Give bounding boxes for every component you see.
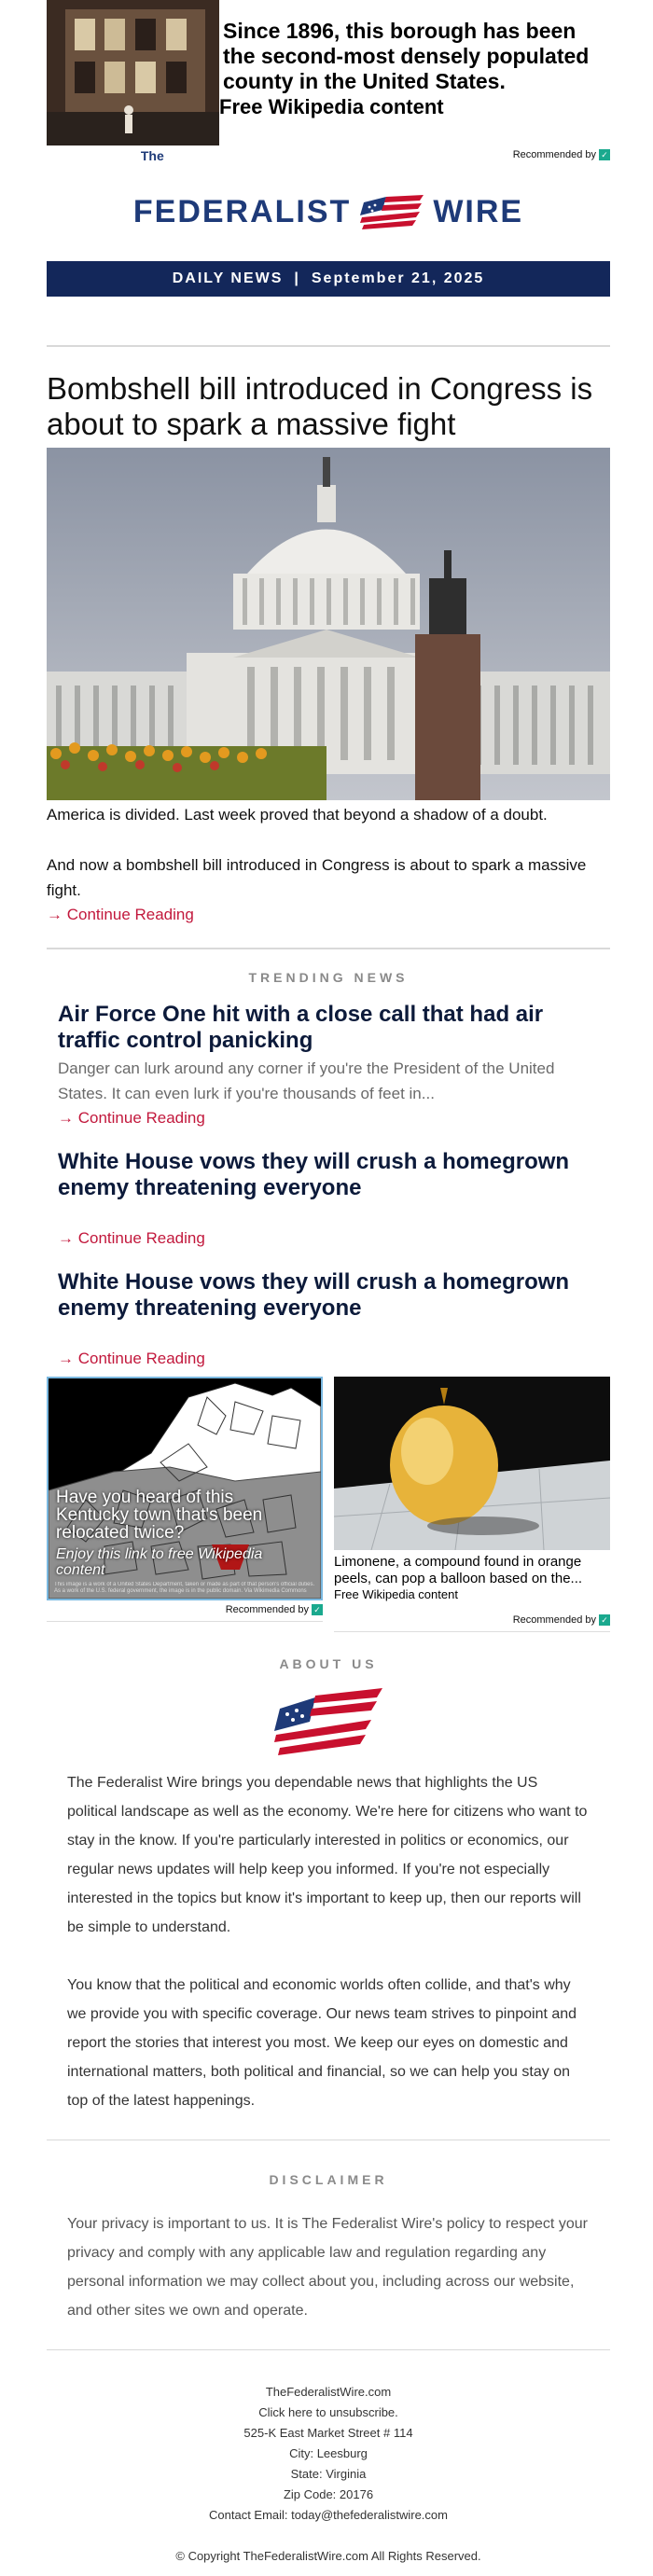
trending-continue-link[interactable]: → Continue Reading bbox=[58, 1229, 205, 1247]
unsubscribe-link[interactable]: Click here to unsubscribe. bbox=[258, 2405, 398, 2419]
recommended-by[interactable]: Recommended by ✓ bbox=[47, 1604, 323, 1619]
main-story-para-2: And now a bombshell bill introduced in Congress is about to spark a massive fight. bbox=[47, 856, 587, 899]
main-story-title[interactable]: Bombshell bill introduced in Congress is about to spark a massive fight bbox=[47, 371, 593, 441]
footer-site[interactable]: TheFederalistWire.com bbox=[265, 2385, 392, 2399]
logo-the: The bbox=[140, 148, 164, 163]
logo-word-wire: WIRE bbox=[433, 193, 524, 229]
disclaimer-text: Your privacy is important to us. It is The Federalist Wire's policy to respect your privacy and comply with any applicable law and regulation regarding any personal information we may collect about you, including across our website, and other sites we own and operate. bbox=[67, 2216, 588, 2319]
ad-overlay-fine-print: This image is a work of a United States Department, taken or made as part of that person's official duties. As a work of the U.S. federal government, the image is in the public domain. Via Wikimedia Commons bbox=[54, 1582, 315, 1594]
trending-continue-link[interactable]: → Continue Reading bbox=[58, 1109, 205, 1127]
daily-news-label: DAILY NEWS bbox=[172, 270, 284, 286]
trending-item-snippet bbox=[58, 1201, 599, 1226]
trending-item-snippet: Danger can lurk around any corner if you're the President of the United States. It can even lurk if you're thousands of feet in... bbox=[58, 1059, 555, 1102]
footer-city: City: Leesburg bbox=[289, 2446, 368, 2460]
trending-item bbox=[47, 1149, 610, 1251]
trending-item-title[interactable]: White House vows they will crush a homegrown enemy threatening everyone bbox=[58, 1149, 570, 1200]
top-ad[interactable] bbox=[47, 0, 610, 145]
kentucky-map-image[interactable] bbox=[47, 1377, 323, 1600]
balloon-image[interactable] bbox=[334, 1377, 610, 1550]
sponsored-ad-limonene[interactable] bbox=[334, 1377, 610, 1632]
trending-item-title[interactable]: Air Force One hit with a close call that had air traffic control panicking bbox=[58, 1002, 544, 1053]
top-ad-subline[interactable]: Free Wikipedia content bbox=[219, 95, 444, 118]
footer-email[interactable]: Contact Email: today@thefederalistwire.com bbox=[209, 2508, 448, 2522]
trending-item-title[interactable]: White House vows they will crush a homegrown enemy threatening everyone bbox=[58, 1269, 570, 1321]
logo-word-federalist: FEDERALIST bbox=[132, 193, 352, 229]
about-label: ABOUT US bbox=[279, 1656, 378, 1671]
recommender-logo-icon: ✓ bbox=[599, 149, 610, 160]
footer-state: State: Virginia bbox=[290, 2467, 367, 2481]
date-separator: | bbox=[294, 270, 300, 286]
ad-overlay-title: Have you heard of this Kentucky town that's been relocated twice? bbox=[56, 1488, 263, 1543]
sponsored-ads-row bbox=[47, 1377, 610, 1632]
trending-item bbox=[47, 1002, 610, 1130]
email-container bbox=[47, 0, 610, 2567]
trending-item bbox=[47, 1269, 610, 1371]
top-ad-headline[interactable]: Since 1896, this borough has been the second-most densely populated county in the United States. bbox=[223, 19, 590, 93]
main-story-image[interactable] bbox=[47, 448, 610, 800]
recommender-logo-icon: ✓ bbox=[599, 1614, 610, 1626]
trending-continue-link[interactable]: → Continue Reading bbox=[58, 1350, 205, 1367]
sponsored-ad-kentucky[interactable] bbox=[47, 1377, 323, 1632]
flag-logo-icon bbox=[47, 1684, 610, 1759]
footer-copyright: © Copyright TheFederalistWire.com All Rights Reserved. bbox=[175, 2549, 481, 2563]
main-story-continue-link[interactable]: → Continue Reading bbox=[47, 906, 194, 923]
about-para-1: The Federalist Wire brings you dependable news that highlights the US political landscape as well as the economy. We're here for citizens who want to stay in the know. If you're particularly interested in politics or economics, our regular news updates will help keep you informed. If you're not especially interested in the topics but know it's important to keep up, then our reports will be simple to understand. bbox=[67, 1775, 588, 1935]
flag-logo-icon bbox=[358, 193, 425, 230]
recommended-by[interactable]: Recommended by ✓ bbox=[47, 149, 610, 164]
top-ad-image[interactable] bbox=[47, 0, 219, 145]
footer bbox=[47, 2382, 610, 2567]
ad-caption[interactable]: Limonene, a compound found in orange peels, can pop a balloon based on the... bbox=[334, 1554, 583, 1586]
divider bbox=[47, 2349, 610, 2350]
divider bbox=[47, 345, 610, 347]
footer-zip: Zip Code: 20176 bbox=[283, 2487, 374, 2501]
disclaimer-label: DISCLAIMER bbox=[269, 2172, 388, 2187]
ad-caption-sub: Free Wikipedia content bbox=[334, 1587, 458, 1601]
date-bar bbox=[47, 261, 610, 297]
ad-overlay-sub: Enjoy this link to free Wikipedia content bbox=[56, 1546, 263, 1578]
trending-item-snippet bbox=[58, 1322, 599, 1347]
footer-address: 525-K East Market Street # 114 bbox=[243, 2426, 413, 2440]
main-story-para-1: America is divided. Last week proved that beyond a shadow of a doubt. bbox=[47, 806, 548, 824]
issue-date: September 21, 2025 bbox=[311, 270, 485, 286]
recommended-by[interactable]: Recommended by ✓ bbox=[334, 1614, 610, 1629]
trending-label: TRENDING NEWS bbox=[248, 970, 409, 985]
recommender-logo-icon: ✓ bbox=[312, 1604, 323, 1615]
about-para-2: You know that the political and economic worlds often collide, and that's why we provide you with specific coverage. Our news team strives to pinpoint and report the stories that interest you most. We keep our eyes on domestic and international matters, both political and financial, so we can help you stay on top of the latest happenings. bbox=[67, 1977, 577, 2109]
